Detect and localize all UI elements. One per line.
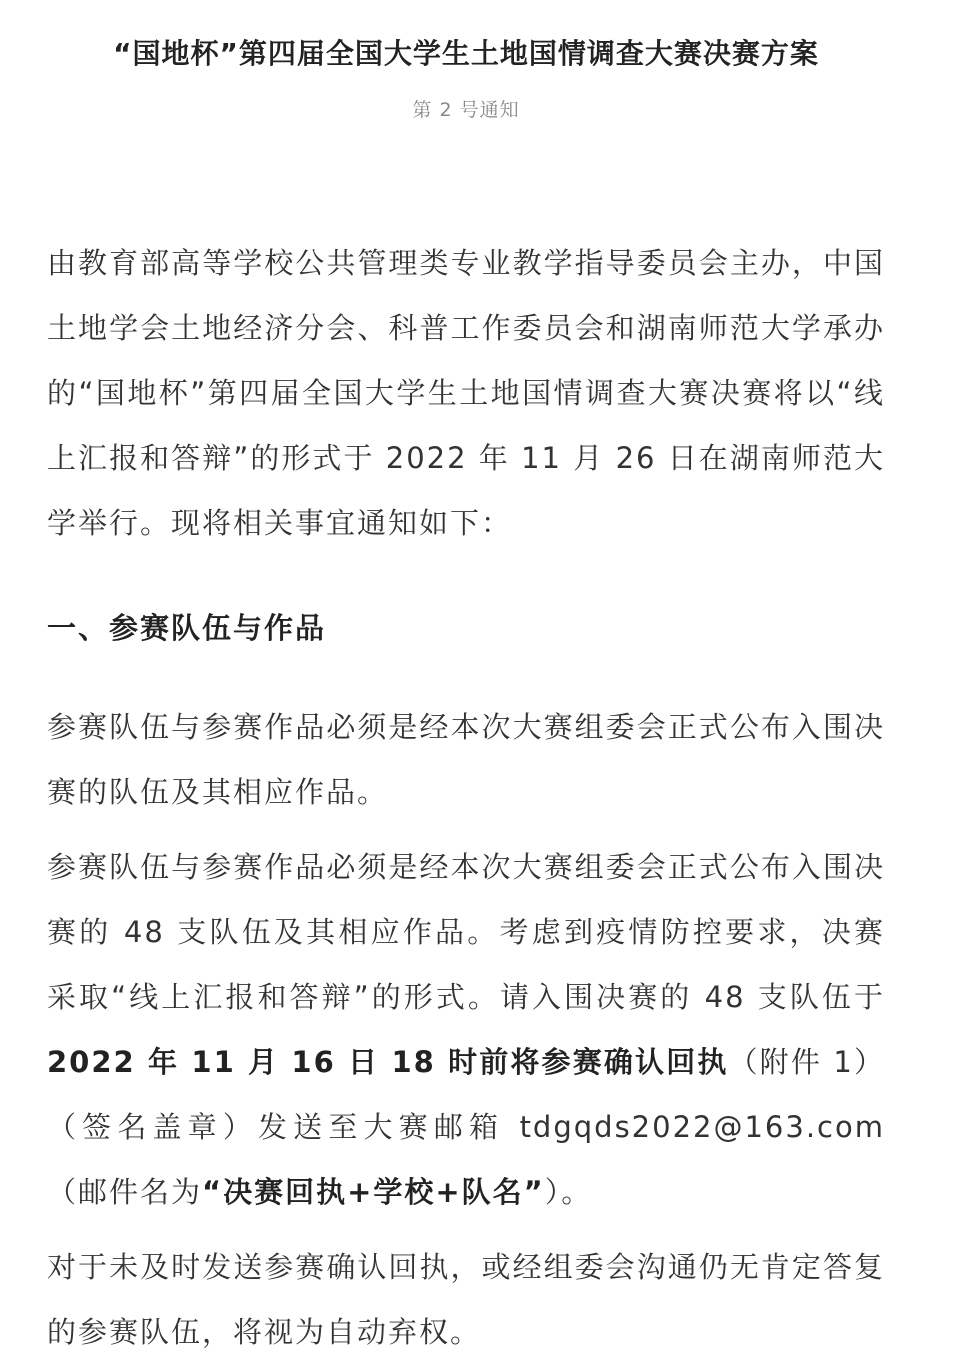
section-heading: 一、参赛队伍与作品 — [47, 611, 327, 645]
section-paragraph-1: 参赛队伍与参赛作品必须是经本次大赛组委会正式公布入围决赛的队伍及其相应作品。 — [47, 710, 885, 809]
document-title: “国地杯”第四届全国大学生土地国情调查大赛决赛方案 — [113, 37, 819, 70]
notice-number: 第 2 号通知 — [412, 99, 520, 121]
section-paragraph-3: 对于未及时发送参赛确认回执，或经组委会沟通仍无肯定答复的参赛队伍，将视为自动弃权。 — [47, 1250, 885, 1349]
paragraph-text: 参赛队伍与参赛作品必须是经本次大赛组委会正式公布入围决赛的 48 支队伍及其相应作品。考虑到疫情防控要求，决赛采取“线上汇报和答辩”的形式。请入围决赛的 48 支队伍于 — [47, 850, 885, 1014]
paragraph-text: （附件 1）（签名盖章）发送至大赛邮箱 tdgqds2022@163.com（邮件名为 — [47, 1045, 885, 1209]
deadline-emphasis: 2022 年 11 月 16 日 18 时前将参赛确认回执 — [47, 1045, 729, 1079]
email-subject-emphasis: “决赛回执+学校+队名” — [202, 1175, 545, 1209]
intro-paragraph: 由教育部高等学校公共管理类专业教学指导委员会主办，中国土地学会土地经济分会、科普工作委员会和湖南师范大学承办的“国地杯”第四届全国大学生土地国情调查大赛决赛将以“线上汇报和答辩”的形式于 2022 年 11 月 26 日在湖南师范大学举行。现将相关事宜通知如下： — [47, 246, 885, 540]
section-paragraph-2 — [47, 835, 885, 1225]
paragraph-text: ）。 — [544, 1175, 593, 1209]
